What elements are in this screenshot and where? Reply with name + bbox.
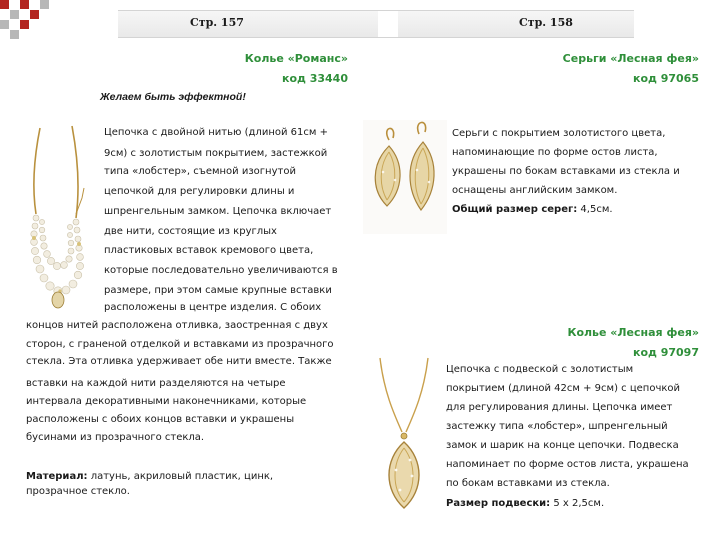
left-desc-wide-line: вставки на каждой нити разделяются на четыре <box>26 378 286 389</box>
pendant-desc-line: напоминает по форме остов листа, украшена <box>446 459 689 470</box>
earrings-size-label: Общий размер серег: <box>452 204 578 215</box>
left-desc-line: размере, при этом самые крупные вставки <box>104 285 332 296</box>
left-desc-line: пластиковых вставок кремового цвета, <box>104 245 314 256</box>
page-number-left: Стр. 157 <box>190 16 244 29</box>
pendant-size <box>446 494 604 513</box>
pendant-desc-line: покрытием (длиной 42см + 9см) с цепочкой <box>446 383 681 394</box>
page-number-right: Стр. 158 <box>519 16 573 29</box>
left-material-cont: прозрачное стекло. <box>26 486 130 497</box>
left-desc-wide-line: концов нитей расположена отливка, заостренная с двух <box>26 320 328 331</box>
left-item-code: код 33440 <box>281 72 348 85</box>
earrings-title: Серьги «Лесная фея» <box>562 52 699 65</box>
left-item-tagline: Желаем быть эффектной! <box>100 91 246 103</box>
left-desc-wide-line: бусинами из прозрачного стекла. <box>26 432 205 443</box>
left-desc-wide-line: интервала декоративными наконечниками, которые <box>26 396 307 407</box>
pendant-desc-line: Цепочка с подвеской с золотистым <box>446 364 634 375</box>
pendant-size-label: Размер подвески: <box>446 498 551 509</box>
left-desc-line: типа «лобстер», съемной изогнутой <box>104 166 296 177</box>
earrings-code: код 97065 <box>632 72 699 85</box>
left-desc-wide-line: стекла. Эта отливка удерживает обе нити вместе. Также <box>26 356 332 367</box>
pendant-desc-line: замок и шарик на конце цепочки. Подвеска <box>446 440 679 451</box>
earrings-size-value: 4,5см. <box>580 204 613 215</box>
left-desc-line: Цепочка с двойной нитью (длиной 61см + <box>104 127 328 138</box>
left-desc-wide-line: расположены с обоих концов вставки и украшены <box>26 414 295 425</box>
pendant-title: Колье «Лесная фея» <box>567 326 699 339</box>
earrings-desc-line: Серьги с покрытием золотистого цвета, <box>452 128 666 139</box>
left-desc-wide-line: сторон, с граненой отделкой и вставками из прозрачного <box>26 339 334 350</box>
earrings-photo <box>363 120 447 234</box>
pendant-desc-line: застежку типа «лобстер», шпренгельный <box>446 421 668 432</box>
earrings-desc-line: украшены по бокам вставками из стекла и <box>452 166 680 177</box>
left-item-title: Колье «Романс» <box>244 52 348 65</box>
pendant-photo <box>366 352 442 518</box>
left-desc-line: 9см) с золотистым покрытием, застежкой <box>104 148 328 159</box>
pendant-desc-line: для регулирования длины. Цепочка имеет <box>446 402 673 413</box>
necklace-photo <box>22 118 98 316</box>
left-desc-line: две нити, состоящие из круглых <box>104 226 277 237</box>
earrings-desc-line: оснащены английским замком. <box>452 185 618 196</box>
left-desc-line: расположены в центре изделия. С обоих <box>104 302 322 313</box>
earrings-desc-line: напоминающие по форме остов листа, <box>452 147 658 158</box>
pendant-code: код 97097 <box>632 346 699 359</box>
left-desc-line: шпренгельным замком. Цепочка включает <box>104 206 332 217</box>
earrings-size <box>452 200 613 219</box>
left-material <box>26 471 273 483</box>
corner-decoration <box>0 0 60 42</box>
pendant-desc-line: по бокам вставками из стекла. <box>446 478 610 489</box>
left-desc-line: которые последовательно увеличиваются в <box>104 265 338 276</box>
pendant-size-value: 5 х 2,5см. <box>553 498 605 509</box>
material-label: Материал: <box>26 471 88 482</box>
material-value: латунь, акриловый пластик, цинк, <box>90 471 274 482</box>
left-desc-line: цепочкой для регулировки длины и <box>104 186 295 197</box>
